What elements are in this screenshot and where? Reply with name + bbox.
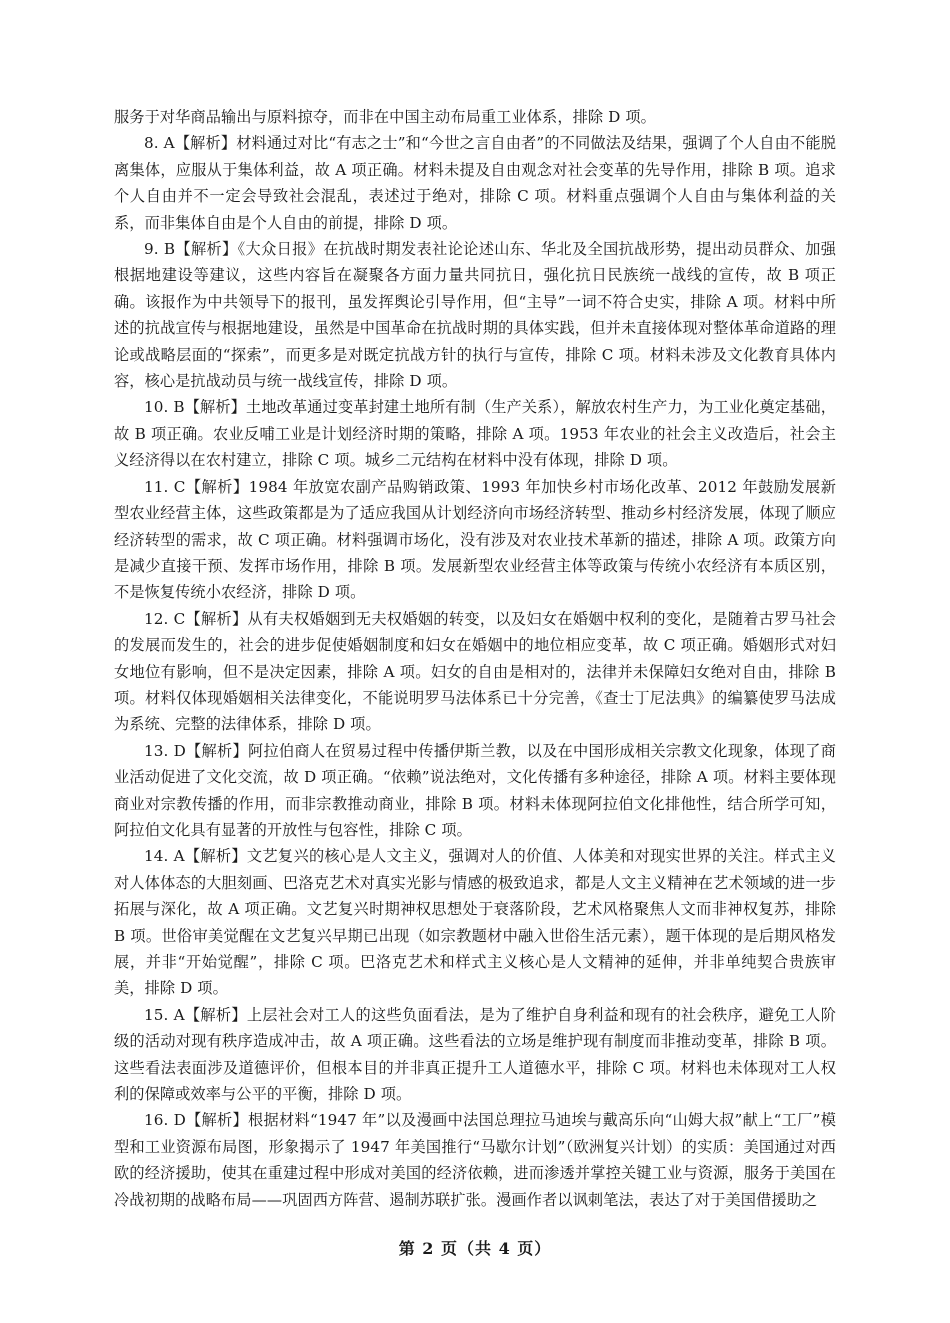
paragraph-answer-12: 12. C【解析】从有夫权婚姻到无夫权婚姻的转变，以及妇女在婚姻中权利的变化，是随着古罗马社会的发展而发生的，社会的进步促使婚姻制度和妇女在婚姻中的地位相应变革，故 C 项正确。婚姻形式对妇女地位有影响，但不是决定因素，排除 A 项。妇女的自由是相对的，法律并未保障妇女绝对自由，排除 B 项。材料仅体现婚姻相关法律变化，不能说明罗马法体系已十分完善，《查士丁尼法典》的编纂使罗马法成为系统、完整的法律体系，排除 D 项。 bbox=[114, 609, 836, 734]
paragraph-answer-8: 8. A【解析】材料通过对比“有志之士”和“今世之言自由者”的不同做法及结果，强调了个人自由不能脱离集体，应服从于集体利益，故 A 项正确。材料未提及自由观念对社会变革的先导作用，排除 B 项。追求个人自由并不一定会导致社会混乱，表述过于绝对，排除 C 项。材料重点强调个人自由与集体利益的关系，而非集体自由是个人自由的前提，排除 D 项。 bbox=[114, 134, 836, 232]
paragraph-answer-14: 14. A【解析】文艺复兴的核心是人文主义，强调对人的价值、人体美和对现实世界的关注。样式主义对人体体态的大胆刻画、巴洛克艺术对真实光影与情感的极致追求，都是人文主义精神在艺术领域的进一步拓展与深化，故 A 项正确。文艺复兴时期神权思想处于衰落阶段，艺术风格聚焦人文而非神权复苏，排除 B 项。世俗审美觉醒在文艺复兴早期已出现（如宗教题材中融入世俗生活元素），题干体现的是后期风格发展，并非“开始觉醒”，排除 C 项。巴洛克艺术和样式主义核心是人文精神的延伸，并非单纯契合贵族审美，排除 D 项。 bbox=[114, 847, 836, 998]
paragraph-answer-16: 16. D【解析】根据材料“1947 年”以及漫画中法国总理拉马迪埃与戴高乐向“山姆大叔”献上“工厂”模型和工业资源布局图，形象揭示了 1947 年美国推行“马歇尔计划”（欧洲复兴计划）的实质：美国通过对西欧的经济援助，使其在重建过程中形成对美国的经济依赖，进而渗透并掌控关键工业与资源，服务于美国在冷战初期的战略布局——巩固西方阵营、遏制苏联扩张。漫画作者以讽刺笔法，表达了对于美国借援助之 bbox=[114, 1111, 836, 1209]
paragraph-answer-9: 9. B【解析】《大众日报》在抗战时期发表社论论述山东、华北及全国抗战形势，提出动员群众、加强根据地建设等建议，这些内容旨在凝聚各方面力量共同抗日，强化抗日民族统一战线的宣传，故 B 项正确。该报作为中共领导下的报刊，虽发挥舆论引导作用，但“主导”一词不符合史实，排除 A 项。材料中所述的抗战宣传与根据地建设，虽然是中国革命在抗战时期的具体实践，但并未直接体现对整体革命道路的理论或战略层面的“探索”，而更多是对既定抗战方针的执行与宣传，排除 C 项。材料未涉及文化教育具体内容，核心是抗战动员与统一战线宣传，排除 D 项。 bbox=[114, 240, 836, 391]
paragraph-answer-11: 11. C【解析】1984 年放宽农副产品购销政策、1993 年加快乡村市场化改革、2012 年鼓励发展新型农业经营主体，这些政策都是为了适应我国从计划经济向市场经济转型、推动乡村经济发展，体现了顺应经济转型的需求，故 C 项正确。材料强调市场化，没有涉及对农业技术革新的描述，排除 A 项。政策方向是减少直接干预、发挥市场作用，排除 B 项。发展新型农业经营主体等政策与传统小农经济有本质区别，不是恢复传统小农经济，排除 D 项。 bbox=[114, 477, 836, 602]
paragraph-continuation: 服务于对华商品输出与原料掠夺，而非在中国主动布局重工业体系，排除 D 项。 bbox=[114, 108, 656, 126]
page-number-footer: 第 2 页（共 4 页） bbox=[398, 1239, 552, 1258]
paragraph-answer-10: 10. B【解析】土地改革通过变革封建土地所有制（生产关系），解放农村生产力，为工业化奠定基础，故 B 项正确。农业反哺工业是计划经济时期的策略，排除 A 项。1953 年农业的社会主义改造后，社会主义经济得以在农村建立，排除 C 项。城乡二元结构在材料中没有体现，排除 D 项。 bbox=[114, 398, 836, 470]
document-body bbox=[114, 104, 836, 1213]
paragraph-answer-13: 13. D【解析】阿拉伯商人在贸易过程中传播伊斯兰教，以及在中国形成相关宗教文化现象，体现了商业活动促进了文化交流，故 D 项正确。“依赖”说法绝对，文化传播有多种途径，排除 A 项。材料主要体现商业对宗教传播的作用，而非宗教推动商业，排除 B 项。材料未体现阿拉伯文化排他性，结合所学可知，阿拉伯文化具有显著的开放性与包容性，排除 C 项。 bbox=[114, 741, 836, 839]
paragraph-answer-15: 15. A【解析】上层社会对工人的这些负面看法，是为了维护自身利益和现有的社会秩序，避免工人阶级的活动对现有秩序造成冲击，故 A 项正确。这些看法的立场是维护现有制度而非推动变革，排除 B 项。这些看法表面涉及道德评价，但根本目的并非真正提升工人道德水平，排除 C 项。材料也未体现对工人权利的保障或效率与公平的平衡，排除 D 项。 bbox=[114, 1005, 836, 1104]
